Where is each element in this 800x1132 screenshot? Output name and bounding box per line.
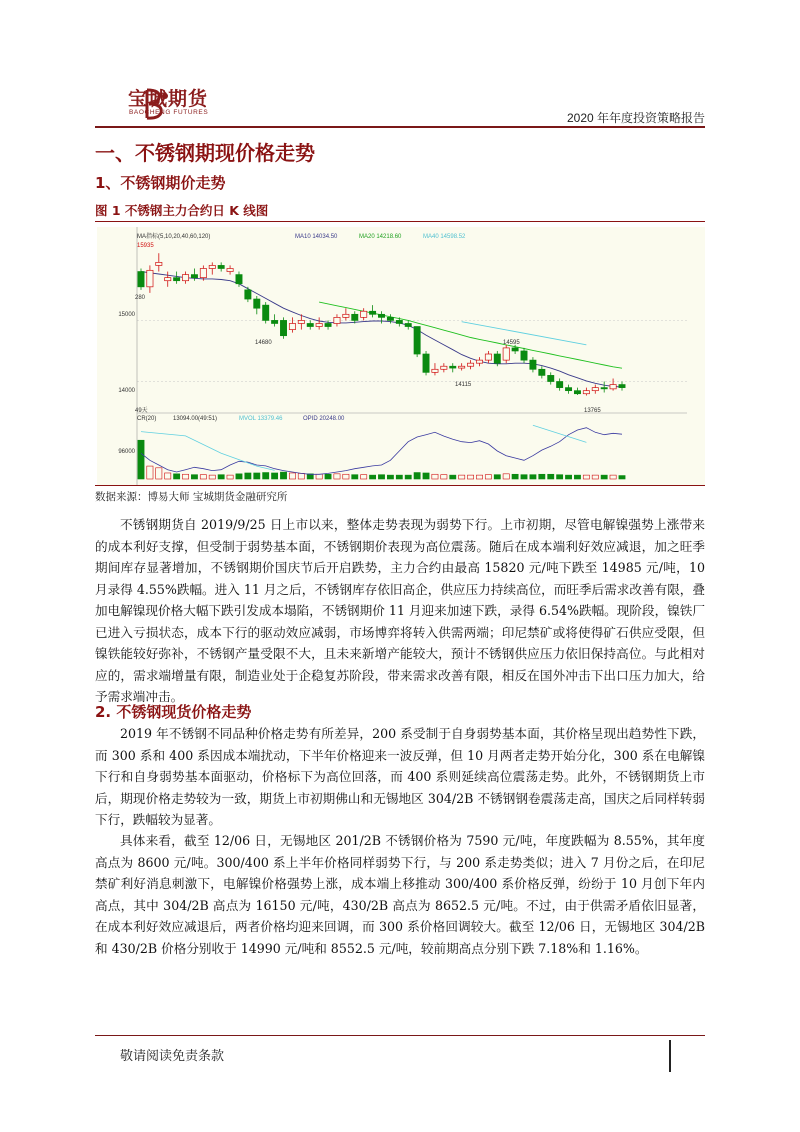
company-name-cn: 宝城期货 xyxy=(128,88,209,110)
candle xyxy=(450,366,456,368)
volume-bar xyxy=(245,473,251,479)
candle xyxy=(280,320,286,335)
candle xyxy=(254,299,260,308)
volume-bar xyxy=(467,475,473,479)
candle xyxy=(423,354,429,372)
volume-bar xyxy=(334,474,340,479)
y-tick-15000: 15000 xyxy=(118,312,135,318)
volume-bar xyxy=(147,466,153,479)
candle xyxy=(414,327,420,354)
candle xyxy=(174,278,180,281)
volume-bar xyxy=(236,474,242,479)
candle xyxy=(574,391,580,394)
candle xyxy=(263,305,269,320)
candle xyxy=(548,375,554,381)
candle xyxy=(530,360,536,369)
candle xyxy=(334,317,340,323)
volume-bar xyxy=(361,475,367,479)
chart-background xyxy=(97,227,705,485)
candle xyxy=(209,265,215,268)
candle xyxy=(369,311,375,314)
candle xyxy=(245,290,251,299)
volume-bar xyxy=(218,475,224,479)
candle xyxy=(512,348,518,351)
y-tick-14000: 14000 xyxy=(118,388,135,394)
candle xyxy=(565,388,571,391)
candle xyxy=(592,388,598,391)
annotation-low: 13765 xyxy=(584,408,601,414)
annotation-14595: 14595 xyxy=(503,340,520,346)
candle xyxy=(387,317,393,320)
volume-bar xyxy=(521,475,527,479)
candle xyxy=(343,314,349,317)
candle xyxy=(610,385,616,389)
volume-bar xyxy=(619,476,625,479)
candle xyxy=(619,385,625,388)
candle xyxy=(601,388,607,389)
volume-bar xyxy=(450,475,456,479)
volume-bar xyxy=(280,472,286,479)
candle xyxy=(539,369,545,375)
volume-bar xyxy=(352,475,358,479)
figure-bottom-rule xyxy=(95,485,705,486)
volume-bar xyxy=(263,473,269,479)
volume-bar xyxy=(191,475,197,479)
volume-bar xyxy=(503,474,509,479)
disclaimer-link[interactable]: 敬请阅读免责条款 xyxy=(120,1049,225,1064)
header-divider xyxy=(95,126,705,128)
candle xyxy=(289,323,295,329)
legend-ma: MA指标(5,10,20,40,60,120) xyxy=(137,234,211,240)
candle xyxy=(156,262,162,265)
candle xyxy=(191,275,197,278)
data-source: 数据来源：博易大师 宝城期货金融研究所 xyxy=(95,491,288,503)
volume-bar xyxy=(316,474,322,479)
candle xyxy=(227,268,233,271)
volume-bar xyxy=(459,475,465,479)
volume-bar xyxy=(369,475,375,479)
volume-bar xyxy=(200,475,206,479)
volume-bar xyxy=(387,475,393,479)
candle xyxy=(218,265,224,268)
volume-bar xyxy=(405,475,411,479)
volume-bar xyxy=(557,475,563,479)
candle xyxy=(503,348,509,360)
section-title: 一、不锈钢期现价格走势 xyxy=(95,141,315,165)
figure-caption: 图 1 不锈钢主力合约日 K 线图 xyxy=(95,203,269,218)
volume-bar xyxy=(601,475,607,479)
candle xyxy=(396,320,402,323)
candle xyxy=(165,278,171,281)
candle xyxy=(441,366,447,369)
vol-days-label: 49天 xyxy=(135,408,148,414)
volume-bar xyxy=(565,475,571,479)
candle xyxy=(236,275,242,284)
volume-bar xyxy=(610,475,616,479)
paragraph-futures-analysis: 不锈钢期货自 2019/9/25 日上市以来，整体走势表现为弱势下行。上市初期，尽管电解镍强势上涨带来的成本利好支撑，但受制于弱势基本面，不锈钢期价表现为高位震荡。随后在成本端利好效应减退，加之旺季期间库存显著增加，不锈钢期价国庆节后开启跌势，主力合约由最高 15820 元/吨下跌至 14985 元/吨，10 月录得 4.55%跌幅。进入 11 月之后，不锈钢库存依旧高企，供应压力持续高位，而旺季后需求改善有限，叠加电解镍现价格大幅下跌引发成本塌陷，不锈钢期价 11 月迎来加速下跌，录得 6.54%跌幅。现阶段，镍铁厂已进入亏损状态，成本下行的驱动效应减弱，市场博弈将转入供需两端；印尼禁矿或将使得矿石供应受限，但镍铁能较好弥补，不锈钢产量受限不大，且未来新增产能较大，预计不锈钢供应压力依旧保持高位。与此相对应的，需求端增量有限，制造业处于企稳复苏阶段，带来需求改善有限，相反在国外冲击下出口压力加大，给予需求端冲击。 xyxy=(95,517,705,704)
candle xyxy=(298,320,304,323)
candle xyxy=(182,275,188,281)
volume-bar xyxy=(165,473,171,479)
volume-bar xyxy=(343,474,349,479)
candle xyxy=(459,366,465,368)
candle xyxy=(271,320,277,323)
candle xyxy=(521,351,527,360)
candle xyxy=(557,382,563,388)
subsection-title-futures: 1、不锈钢期价走势 xyxy=(95,174,226,192)
candle xyxy=(467,363,473,366)
annotation-14115: 14115 xyxy=(455,382,472,388)
volume-bar xyxy=(494,475,500,479)
vol-tick: 96000 xyxy=(118,449,135,455)
candle xyxy=(352,314,358,320)
volume-bar xyxy=(530,475,536,479)
volume-bar xyxy=(227,475,233,479)
volume-bar xyxy=(432,474,438,479)
volume-bar xyxy=(289,473,295,479)
candle xyxy=(361,311,367,317)
annotation-280: 280 xyxy=(135,295,146,301)
volume-bar xyxy=(254,473,260,479)
volume-bar xyxy=(378,475,384,479)
volume-bar xyxy=(574,475,580,479)
annotation-14680: 14680 xyxy=(255,340,272,346)
legend-ma20: MA20 14218.60 xyxy=(359,234,402,240)
volume-bar xyxy=(325,474,331,479)
volume-bar xyxy=(414,473,420,479)
candle xyxy=(405,323,411,326)
legend-ma10: MA10 14034.50 xyxy=(295,234,338,240)
footer-bar xyxy=(669,1040,671,1072)
candle xyxy=(583,391,589,394)
candle xyxy=(325,323,331,326)
footer-divider xyxy=(95,1035,705,1036)
volume-bar xyxy=(476,475,482,479)
volume-bar xyxy=(156,468,162,479)
volume-bar xyxy=(548,474,554,479)
volume-bar xyxy=(138,440,144,479)
volume-bar xyxy=(539,474,545,479)
report-title: 2020 年年度投资策略报告 xyxy=(566,111,705,125)
candle xyxy=(378,314,384,317)
volume-bar xyxy=(209,475,215,479)
company-name-en: BAOCHENG FUTURES xyxy=(129,109,209,116)
volume-bar xyxy=(182,474,188,479)
candle xyxy=(200,268,206,277)
candle xyxy=(485,354,491,360)
volume-bar xyxy=(423,473,429,479)
candle xyxy=(494,354,500,363)
paragraph-spot-detail: 具体来看，截至 12/06 日，无锡地区 201/2B 不锈钢价格为 7590 元/吨，年度跌幅为 8.55%，其年度高点为 8600 元/吨。300/400 系上半年价格同样弱势下行，与 200 系走势类似；进入 7 月份之后，在印尼禁矿利好消息刺激下，电解镍价格强势上涨，成本端上移推动 300/400 系价格反弹，纷纷于 10 月创下年内高点，其中 304/2B 高点为 16150 元/吨，430/2B 高点为 8652.5 元/吨。不过，由于供需矛盾依旧显著，在成本利好效应减退后，两者价格均迎来回调，而 300 系价格回调较大。截至 12/06 日，无锡地区 304/2B 和 430/2B 价格分别收于 14990 元/吨和 8552.5 元/吨，较前期高点分别下跌 7.18%和 1.16%。 xyxy=(95,833,705,956)
legend-vol: 13094.00(49:51) xyxy=(173,416,218,422)
volume-bar xyxy=(592,475,598,479)
candle xyxy=(147,270,153,286)
legend-ma40: MA40 14598.52 xyxy=(423,234,466,240)
volume-bar xyxy=(485,475,491,479)
volume-bar xyxy=(512,474,518,479)
annotation-high: 15935 xyxy=(137,243,154,249)
candle xyxy=(307,323,313,326)
kline-chart xyxy=(97,227,705,485)
volume-bar xyxy=(174,474,180,479)
volume-bar xyxy=(298,473,304,479)
volume-bar xyxy=(583,475,589,479)
volume-bar xyxy=(396,475,402,479)
subsection-title-spot: 2. 不锈钢现货价格走势 xyxy=(95,703,252,721)
volume-bar xyxy=(441,475,447,479)
figure-top-rule xyxy=(95,221,705,222)
volume-bar xyxy=(271,473,277,479)
legend-cr: CR(20) xyxy=(137,416,157,422)
candle xyxy=(138,272,144,287)
legend-opid: OPID 20248.00 xyxy=(303,416,345,422)
candle xyxy=(316,323,322,326)
paragraph-spot-overview: 2019 年不锈钢不同品种价格走势有所差异，200 系受制于自身弱势基本面，其价格呈现出趋势性下跌，而 300 系和 400 系因成本端扰动，下半年价格迎来一波反弹，但 10 月两者走势开始分化，300 系在电解镍下行和自身弱势基本面驱动，价格标下为高位回落，而 400 系则延续高位震荡走势。此外，不锈钢期货上市后，期现价格走势较为一致，期货上市初期佛山和无锡地区 304/2B 不锈钢钢卷震荡走高，国庆之后同样转弱下行，跌幅较为显著。 xyxy=(95,726,705,827)
candle xyxy=(432,369,438,372)
legend-mvol: MVOL 13379.46 xyxy=(239,416,283,422)
candle xyxy=(476,360,482,363)
